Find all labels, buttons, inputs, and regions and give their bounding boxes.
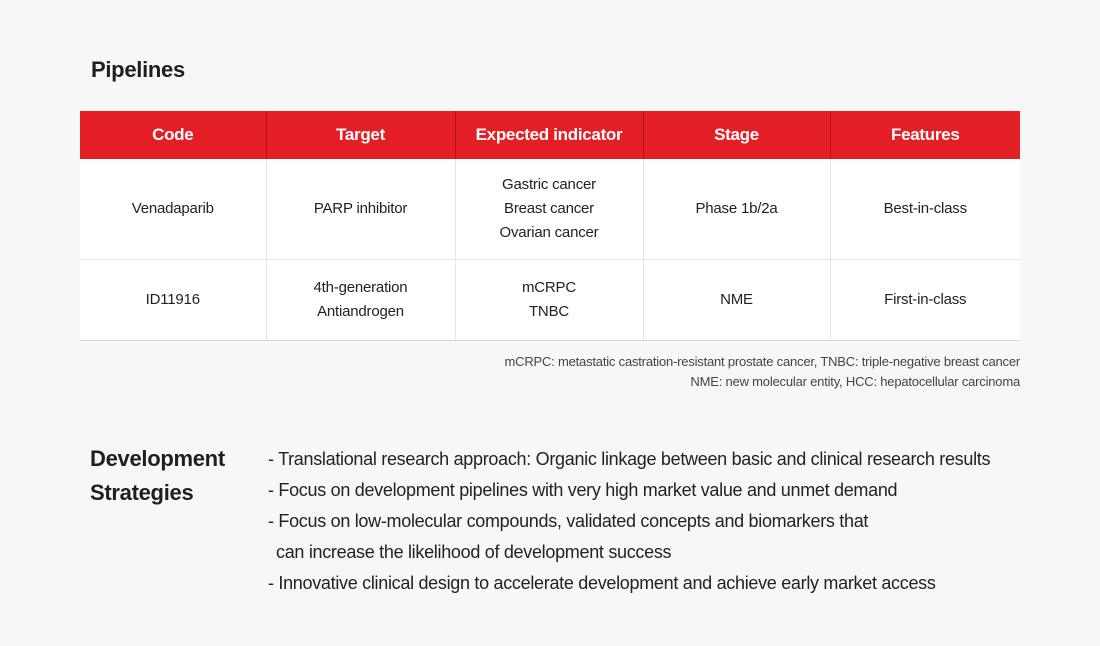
header-code: Code <box>80 111 266 159</box>
indicator-line: mCRPC <box>522 279 576 296</box>
strategies-title-line: Development <box>90 446 225 471</box>
cell-code: ID11916 <box>80 260 266 341</box>
table-header <box>80 111 1020 159</box>
header-features: Features <box>830 111 1020 159</box>
pipelines-title: Pipelines <box>91 57 185 82</box>
indicator-line: Breast cancer <box>504 200 594 217</box>
strategies-list <box>268 444 990 599</box>
table-footnotes <box>505 352 1021 392</box>
strategy-item: - Focus on low-molecular compounds, validated concepts and biomarkers that <box>268 511 869 531</box>
cell-features: First-in-class <box>830 260 1020 341</box>
strategy-item: - Focus on development pipelines with very high market value and unmet demand <box>268 480 898 500</box>
indicator-line: TNBC <box>528 303 570 320</box>
cell-stage: NME <box>643 260 830 341</box>
strategy-item-continued: can increase the likelihood of development success <box>276 542 672 562</box>
cell-indicator <box>455 260 643 341</box>
strategy-item: - Translational research approach: Organic linkage between basic and clinical research results <box>268 449 991 469</box>
header-stage: Stage <box>643 111 830 159</box>
header-row <box>80 111 1020 159</box>
indicator-line: Gastric cancer <box>502 176 596 193</box>
header-expected-indicator: Expected indicator <box>455 111 643 159</box>
cell-features: Best-in-class <box>830 159 1020 260</box>
target-line: PARP inhibitor <box>313 200 408 217</box>
indicator-line: Ovarian cancer <box>499 224 599 241</box>
strategies-title <box>90 442 225 510</box>
cell-indicator <box>455 159 643 260</box>
cell-code: Venadaparib <box>80 159 266 260</box>
cell-stage: Phase 1b/2a <box>643 159 830 260</box>
pipelines-table <box>80 111 1020 341</box>
target-line: Antiandrogen <box>317 303 404 320</box>
header-target: Target <box>266 111 455 159</box>
footnote: mCRPC: metastatic castration-resistant prostate cancer, TNBC: triple-negative breast cancer <box>504 354 1020 369</box>
footnote: NME: new molecular entity, HCC: hepatocellular carcinoma <box>690 374 1020 389</box>
strategy-item: - Innovative clinical design to accelerate development and achieve early market access <box>268 573 936 593</box>
table-row <box>80 159 1020 260</box>
strategies-title-line: Strategies <box>90 480 194 505</box>
target-line: 4th-generation <box>313 279 408 296</box>
cell-target <box>266 260 455 341</box>
table-row <box>80 260 1020 341</box>
cell-target <box>266 159 455 260</box>
